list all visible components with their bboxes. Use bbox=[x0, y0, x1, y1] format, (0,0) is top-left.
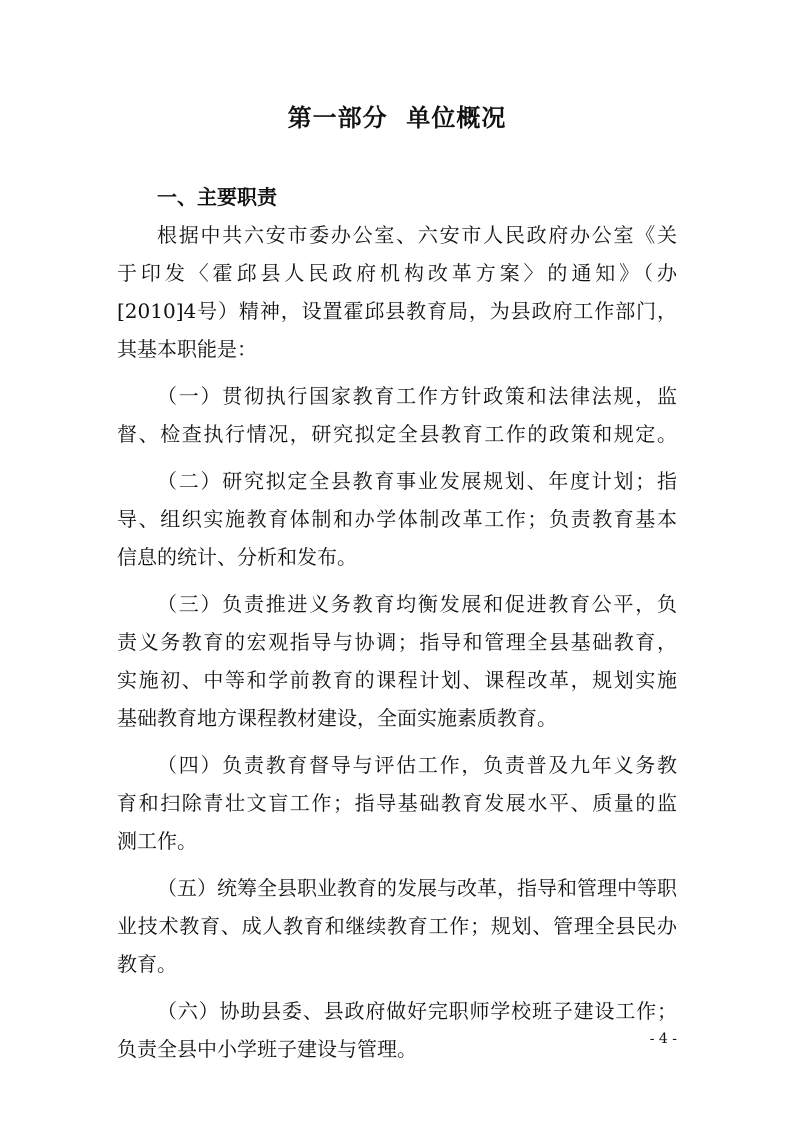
duty-item-4 bbox=[117, 746, 677, 860]
paragraph-line: （二）研究拟定全县教育事业发展规划、年度计划；指 bbox=[157, 469, 677, 493]
paragraph-line: （六）协助县委、县政府做好完职师学校班子建设工作； bbox=[157, 999, 677, 1023]
paragraph-gap bbox=[117, 983, 677, 992]
paragraph-gap bbox=[117, 368, 677, 377]
paragraph-line: 其基本职能是： bbox=[117, 337, 257, 361]
document-body bbox=[117, 178, 677, 1068]
paragraph-line: 根据中共六安市委办公室、六安市人民政府办公室《关 bbox=[157, 223, 677, 247]
paragraph-gap bbox=[117, 576, 677, 585]
paragraph-gap bbox=[117, 737, 677, 746]
paragraph-line: 实施初、中等和学前教育的课程计划、课程改革，规划实施 bbox=[117, 668, 677, 692]
duty-item-1 bbox=[117, 377, 677, 453]
duty-item-5 bbox=[117, 869, 677, 983]
paragraph-line: 督、检查执行情况，研究拟定全县教育工作的政策和规定。 bbox=[117, 422, 677, 446]
paragraph-line: 业技术教育、成人教育和继续教育工作；规划、管理全县民办 bbox=[117, 914, 677, 938]
paragraph-line: 责义务教育的宏观指导与协调；指导和管理全县基础教育， bbox=[117, 630, 677, 654]
paragraph-line: [2010]4号）精神，设置霍邱县教育局，为县政府工作部门， bbox=[117, 299, 677, 323]
intro-paragraph bbox=[117, 216, 677, 368]
duty-item-3 bbox=[117, 585, 677, 737]
paragraph-line: （一）贯彻执行国家教育工作方针政策和法律法规，监 bbox=[157, 384, 677, 408]
duty-item-6 bbox=[117, 992, 677, 1068]
paragraph-gap bbox=[117, 860, 677, 869]
paragraph-line: 导、组织实施教育体制和办学体制改革工作；负责教育基本 bbox=[117, 507, 677, 531]
paragraph-line: （三）负责推进义务教育均衡发展和促进教育公平，负 bbox=[157, 592, 677, 616]
section-heading: 一、主要职责 bbox=[157, 185, 277, 209]
paragraph-line: （四）负责教育督导与评估工作，负责普及九年义务教 bbox=[157, 753, 677, 777]
paragraph-line: 信息的统计、分析和发布。 bbox=[117, 545, 357, 569]
paragraph-line: 教育。 bbox=[117, 952, 177, 976]
paragraph-gap bbox=[117, 453, 677, 462]
page-title: 第一部分 单位概况 bbox=[287, 104, 507, 132]
paragraph-line: 基础教育地方课程教材建设，全面实施素质教育。 bbox=[117, 706, 557, 730]
paragraph-line: 负责全县中小学班子建设与管理。 bbox=[117, 1037, 417, 1061]
paragraph-line: 测工作。 bbox=[117, 829, 197, 853]
duty-item-2 bbox=[117, 462, 677, 576]
paragraph-line: 于印发〈霍邱县人民政府机构改革方案〉的通知》（办 bbox=[117, 261, 677, 285]
paragraph-line: （五）统筹全县职业教育的发展与改革，指导和管理中等职 bbox=[157, 876, 677, 900]
paragraph-line: 育和扫除青壮文盲工作；指导基础教育发展水平、质量的监 bbox=[117, 791, 677, 815]
page-number: - 4 - bbox=[649, 1031, 677, 1047]
